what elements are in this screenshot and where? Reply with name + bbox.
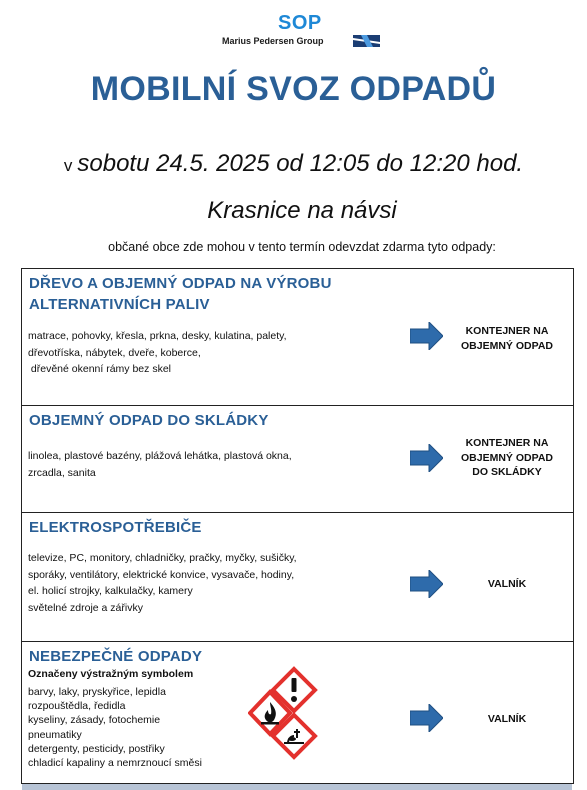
logo-brand: SOP xyxy=(278,12,322,34)
arrow-right-icon xyxy=(410,570,443,598)
arrow-right-icon xyxy=(410,444,443,472)
table-row-landfill xyxy=(22,406,573,513)
date-line xyxy=(0,150,587,178)
table-row-wood xyxy=(22,269,573,406)
row-destination: VALNÍK xyxy=(487,578,527,590)
row-title: DŘEVO A OBJEMNÝ ODPAD NA VÝROBU ALTERNATIVNÍCH PALIV xyxy=(29,275,332,313)
table-row-hazardous xyxy=(22,642,573,783)
row-destination: KONTEJNER NA OBJEMNÝ ODPAD xyxy=(461,325,553,352)
table-row-electronics xyxy=(22,513,573,642)
logo-flag-icon xyxy=(353,35,380,47)
row-subtitle: Označeny výstražným symbolem xyxy=(28,668,194,680)
intro-text: občané obce zde mohou v tento termín odevzdat zdarma tyto odpady: xyxy=(108,240,496,254)
page-title: MOBILNÍ SVOZ ODPADŮ xyxy=(90,70,497,108)
arrow-right-icon xyxy=(410,704,443,732)
collection-place: Krasnice na návsi xyxy=(207,197,397,224)
row-title: ELEKTROSPOTŘEBIČE xyxy=(29,519,202,536)
company-logo xyxy=(222,12,382,52)
date-text: sobotu 24.5. 2025 od 12:05 do 12:20 hod. xyxy=(77,150,524,177)
row-items: matrace, pohovky, křesla, prkna, desky, kulatina, palety, dřevotříska, nábytek, dveře, koberce, dřevěné okenní rámy bez skel xyxy=(28,330,287,375)
row-destination: KONTEJNER NA OBJEMNÝ ODPAD DO SKLÁDKY xyxy=(461,437,553,478)
hazard-pictograms-icon xyxy=(248,666,318,760)
row-title: OBJEMNÝ ODPAD DO SKLÁDKY xyxy=(29,412,269,429)
row-destination: VALNÍK xyxy=(487,713,527,725)
bottom-bar xyxy=(22,784,572,790)
row-items: linolea, plastové bazény, plážová lehátka, plastová okna, zrcadla, sanita xyxy=(28,450,292,479)
row-items: barvy, laky, pryskyřice, lepidla rozpouštědla, ředidla kyseliny, zásady, fotochemie pneumatiky detergenty, pesticidy, postřiky chladicí kapaliny a nemrznoucí směsi xyxy=(28,686,202,770)
row-title: NEBEZPEČNÉ ODPADY xyxy=(29,648,203,665)
arrow-right-icon xyxy=(410,322,443,350)
logo-company-name: Marius Pedersen Group xyxy=(222,36,324,46)
row-items: televize, PC, monitory, chladničky, pračky, myčky, sušičky, sporáky, ventilátory, elektrické konvice, vysavače, hodiny, el. holicí strojky, kalkulačky, kamery světelné zdroje a zářivky xyxy=(28,552,297,614)
waste-table xyxy=(21,268,574,784)
date-prefix: v xyxy=(63,156,73,175)
